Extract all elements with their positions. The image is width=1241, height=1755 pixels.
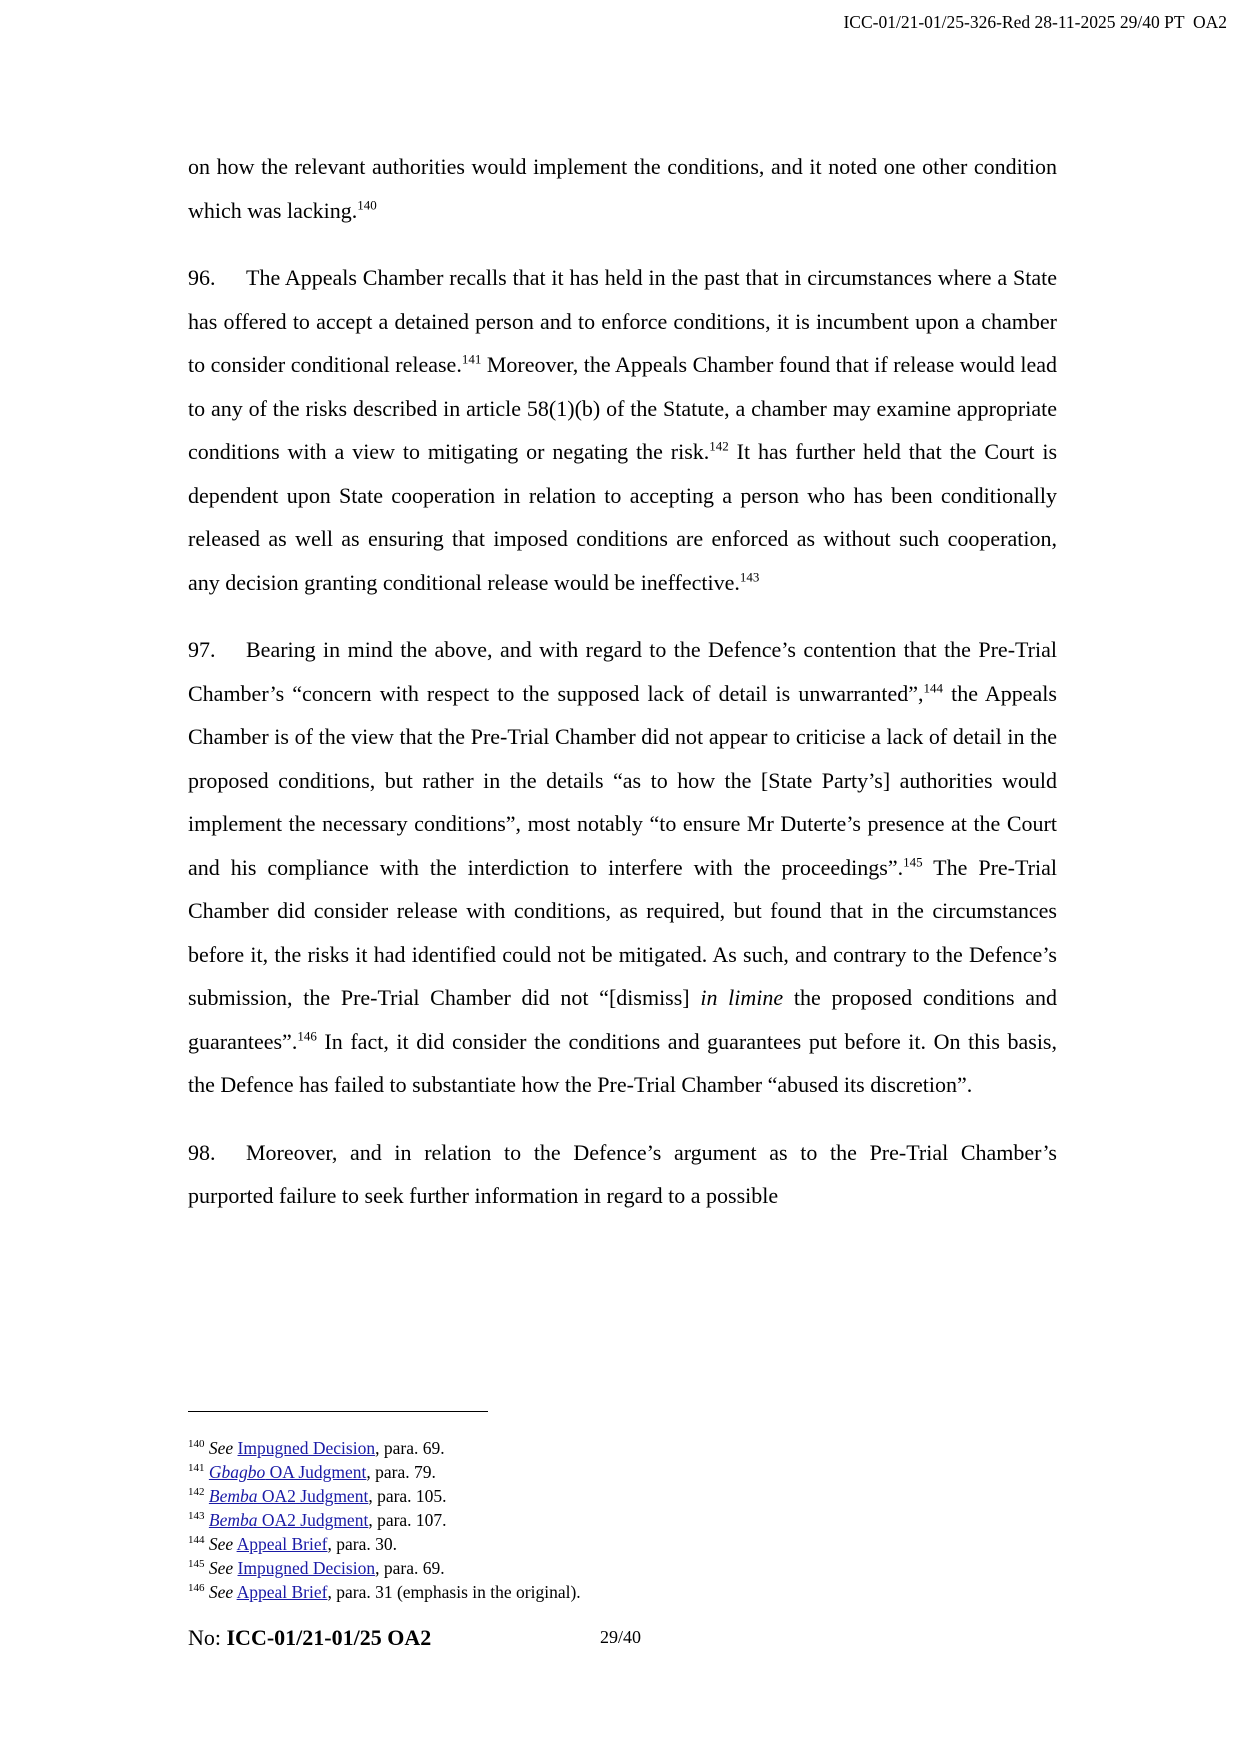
case-number: ICC-01/21-01/25 OA2	[226, 1625, 432, 1650]
footnote-pinpoint: , para. 31 (emphasis in the original).	[327, 1582, 581, 1602]
document-header: ICC-01/21-01/25-326-Red 28-11-2025 29/40 PT OA2	[843, 12, 1227, 32]
footnote-number: 141	[188, 1462, 205, 1475]
footnote	[188, 1580, 581, 1604]
link-italic: Gbagbo	[208, 1462, 266, 1482]
footnote-link[interactable]	[238, 1558, 376, 1578]
link-italic: Bemba	[208, 1510, 258, 1530]
link-text: Appeal Brief	[236, 1534, 328, 1554]
footnote-ref[interactable]: 146	[297, 1028, 317, 1044]
footnote-signal: See	[208, 1534, 234, 1554]
paragraph-text: It has further held that the Court is dependent upon State cooperation in relation to accepting a person who has been conditionally released as well as ensuring that imposed conditions are enforced as without such cooperation, any decision granting conditional release would be ineffective.	[188, 439, 1058, 595]
paragraph-text: The Appeals Chamber recalls that it has held in the past that in circumstances where a State has offered to accept a detained person and to enforce conditions, it is incumbent upon a chamber to consider conditional release.	[188, 265, 1057, 377]
document-footer	[188, 1625, 1057, 1651]
link-text: Impugned Decision	[237, 1438, 376, 1458]
footnote-pinpoint: , para. 79.	[366, 1462, 436, 1482]
footnote-link[interactable]	[238, 1438, 376, 1458]
paragraph-95-continued	[188, 145, 1057, 232]
paragraph-number: 98.	[188, 1139, 216, 1165]
paragraph-96	[188, 256, 1057, 604]
footnote-pinpoint: , para. 69.	[375, 1558, 445, 1578]
footnote	[188, 1484, 581, 1508]
document-body	[188, 145, 1057, 1242]
paragraph-text: Moreover, the Appeals Chamber found that if release would lead to any of the risks described in article 58(1)(b) of the Statute, a chamber may examine appropriate conditions with a view to mitigating or negating the risk.	[188, 352, 1057, 464]
footnote	[188, 1532, 581, 1556]
paragraph-97	[188, 628, 1057, 1107]
footnote	[188, 1556, 581, 1580]
paragraph-text: on how the relevant authorities would implement the conditions, and it noted one other condition which was lacking.	[188, 154, 1057, 223]
footnote-pinpoint: , para. 105.	[368, 1486, 447, 1506]
footnote-pinpoint: , para. 69.	[375, 1438, 445, 1458]
link-text: Impugned Decision	[237, 1558, 376, 1578]
footnote-signal: See	[208, 1558, 234, 1578]
paragraph-text: The Pre-Trial Chamber did consider release with conditions, as required, but found that in the circumstances before it, the risks it had identified could not be mitigated. As such, and contrary to the Defence’s submission, the Pre-Trial Chamber did not “[dismiss]	[188, 854, 1057, 1010]
footnote-ref[interactable]: 140	[357, 197, 377, 213]
page-number: 29/40	[600, 1627, 642, 1647]
footnote-number: 144	[188, 1534, 205, 1547]
footnote-pinpoint: , para. 30.	[327, 1534, 397, 1554]
link-italic: Bemba	[208, 1486, 258, 1506]
footnote-pinpoint: , para. 107.	[368, 1510, 447, 1530]
footnote-link[interactable]	[209, 1486, 368, 1506]
link-text: Appeal Brief	[236, 1582, 328, 1602]
paragraph-text: the Appeals Chamber is of the view that the Pre-Trial Chamber did not appear to criticise a lack of detail in the proposed conditions, but rather in the details “as to how the [State Party’s] authorities would implement the necessary conditions”, most notably “to ensure Mr Duterte’s presence at the Court and his compliance with the interdiction to interfere with the proceedings”.	[188, 680, 1057, 880]
footnote-number: 140	[188, 1438, 205, 1451]
paragraph-number: 96.	[188, 265, 216, 290]
footnote-link[interactable]	[237, 1582, 328, 1602]
link-text: OA2 Judgment	[257, 1486, 369, 1506]
footnote	[188, 1460, 581, 1484]
italic-term: in limine	[700, 985, 784, 1010]
paragraph-text: Moreover, and in relation to the Defence’s argument as to the Pre-Trial Chamber’s purported failure to seek further information in regard to a possible	[188, 1139, 1057, 1208]
footnote	[188, 1436, 581, 1460]
footnote	[188, 1508, 581, 1532]
case-label: No:	[188, 1625, 227, 1650]
footnote-number: 143	[188, 1510, 205, 1523]
footnote-ref[interactable]: 141	[461, 351, 482, 367]
paragraph-text: In fact, it did consider the conditions and guarantees put before it. On this basis, the Defence has failed to substantiate how the Pre-Trial Chamber “abused its discretion”.	[188, 1028, 1057, 1097]
footnote-link[interactable]	[237, 1534, 328, 1554]
footnote-ref[interactable]: 144	[923, 680, 944, 696]
footnote-number: 146	[188, 1582, 205, 1595]
link-text: OA Judgment	[265, 1462, 367, 1482]
footnote-link[interactable]	[209, 1510, 368, 1530]
footnote-ref[interactable]: 142	[709, 438, 729, 454]
footnotes	[188, 1436, 581, 1604]
footnote-link[interactable]	[209, 1462, 367, 1482]
footnote-signal: See	[208, 1438, 234, 1458]
footnote-ref[interactable]: 145	[903, 854, 923, 870]
footnote-ref[interactable]: 143	[739, 569, 760, 585]
footnote-number: 142	[188, 1486, 205, 1499]
paragraph-text: the proposed conditions and guarantees”.	[188, 985, 1057, 1054]
link-text: OA2 Judgment	[257, 1510, 369, 1530]
paragraph-number: 97.	[188, 637, 216, 662]
paragraph-text: Bearing in mind the above, and with regard to the Defence’s contention that the Pre-Trial Chamber’s “concern with respect to the supposed lack of detail is unwarranted”,	[188, 637, 1057, 706]
footnote-number: 145	[188, 1558, 205, 1571]
footnote-separator	[188, 1411, 488, 1412]
footnote-signal: See	[208, 1582, 234, 1602]
paragraph-98	[188, 1131, 1057, 1218]
